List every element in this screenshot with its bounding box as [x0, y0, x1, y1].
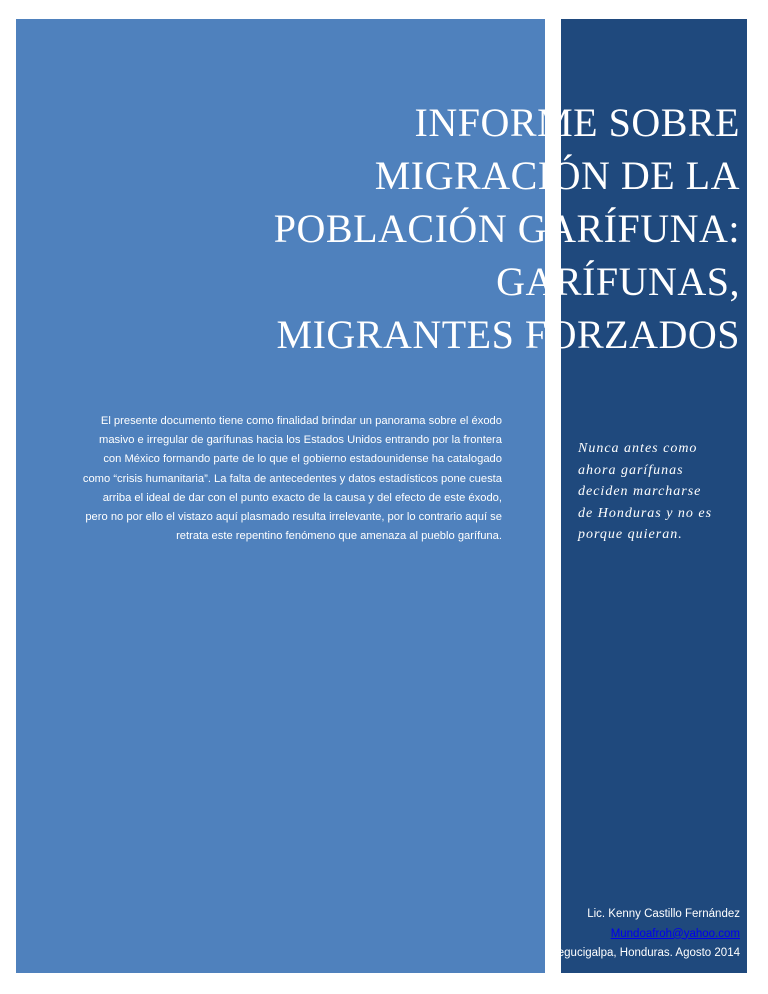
title-line: MIGRACIÓN DE LA	[374, 153, 740, 198]
abstract-paragraph: El presente documento tiene como finalidad brindar un panorama sobre el éxodo masivo e irregular de garífunas hacia los Estados Unidos entrando por la frontera con México formando parte de lo que el gobierno estadounidense ha catalogado como “crisis humanitaria”. La falta de antecedentes y datos estadísticos pone cuesta arriba el ideal de dar con el punto exacto de la causa y del efecto de este éxodo, pero no por ello el vistazo aquí plasmado resulta irrelevante, por lo contrario aquí se retrata este repentino fenómeno que amenaza al pueblo garífuna.	[82, 415, 502, 543]
pull-quote	[578, 438, 743, 546]
place-date: Tegucigalpa, Honduras. Agosto 2014	[552, 947, 740, 959]
quote-line: deciden marcharse	[578, 484, 702, 499]
title-line: GARÍFUNAS,	[496, 259, 740, 304]
document-title	[40, 96, 740, 361]
title-line: POBLACIÓN GARÍFUNA:	[273, 206, 740, 251]
quote-line: Nunca antes como	[578, 441, 698, 456]
quote-line: de Honduras y no es	[578, 505, 713, 521]
author-name: Lic. Kenny Castillo Fernández	[587, 908, 740, 920]
title-line: MIGRANTES FORZADOS	[276, 312, 740, 357]
quote-line: ahora garífunas	[578, 462, 684, 478]
author-email-link[interactable]: Mundoafroh@yahoo.com	[610, 927, 740, 940]
quote-line: porque quieran.	[578, 527, 683, 542]
author-block	[552, 905, 740, 964]
title-line: INFORME SOBRE	[414, 100, 740, 145]
